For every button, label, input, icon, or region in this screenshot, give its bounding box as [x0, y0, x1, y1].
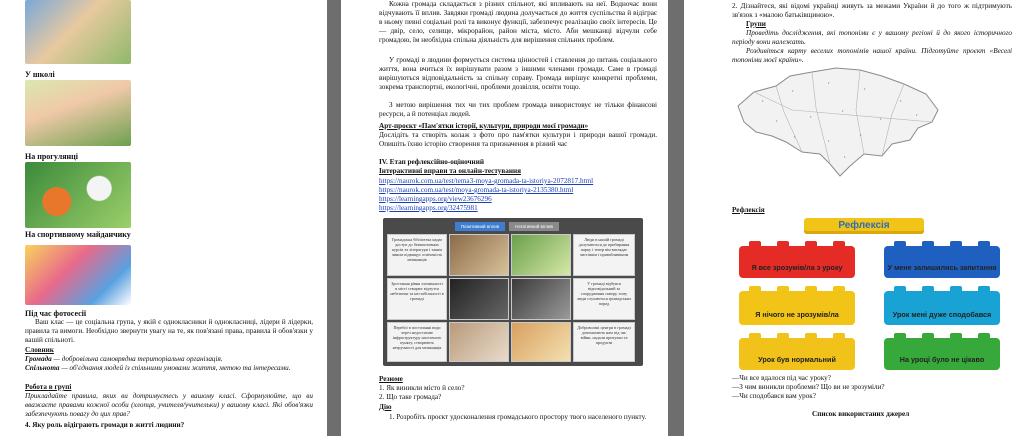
map-task-text: Роздивіться карту веселих топонімів нашої країни. Підготуйте проєкт «Веселі топоніми моєї країни». [732, 47, 1012, 64]
brick-not-interesting [884, 338, 1000, 370]
document-page-1 [0, 0, 327, 436]
question-4: 4. Яку роль відіграють громади в житті людини? [25, 421, 185, 429]
puzzle-image-library [449, 234, 509, 276]
links-list [379, 177, 657, 213]
group-work-heading: Робота в групі [25, 383, 72, 391]
puzzle-image-crime [449, 278, 509, 320]
art-project-text: Дослідіть та створіть колаж з фото про пам'ятки культури і природи вашої громади. Опишіть їхню історію створення та призначення в різний час [379, 131, 657, 148]
svg-text:•: • [792, 88, 794, 93]
puzzle-cell-5: Перебої в постачанні води через недостатню інфраструктуру населеного пункту, створюють незручності для мешканців [387, 322, 447, 362]
tab-negative: Негативний вплив [509, 222, 559, 231]
reflection-question-1: —Чи все вдалося під час уроку? [732, 374, 831, 382]
svg-text:•: • [762, 98, 764, 103]
group-work-text: Прикладайте правила, яких ви дотримуєтесь у вашому класі. Сформулюйте, що ви вважаєте правами кожної особи (хлопця, учителя/учительки) у вашому класі. Які обов'язки забезпечують повагу до цих прав? [25, 392, 313, 418]
term-spilnota: Спільнота [25, 364, 60, 372]
reflection-question-3: —Чи сподобався вам урок? [732, 392, 816, 400]
svg-text:•: • [860, 132, 862, 137]
summary-q1: 1. Як виникли місто й село? [379, 384, 465, 392]
svg-text:•: • [842, 108, 844, 113]
task-2: 2. Дізнайтеся, які відомі українці живуть за межами України й до того ж підтримують зв'язок з «малою батьківщиною». [732, 2, 1012, 19]
photoshoot-photo [25, 245, 131, 305]
svg-text:•: • [810, 114, 812, 119]
ukraine-toponym-map [732, 62, 944, 180]
brick-liked-lesson [884, 291, 1000, 325]
influence-puzzle [383, 218, 643, 366]
definition-hromada [25, 355, 313, 364]
art-project-heading: Арт-проєкт «Пам'ятки історії, культури, природи моєї громади» [379, 122, 589, 130]
class-paragraph: Ваш клас — це соціальна група, у якій є однокласники й однокласниці, лідери й лідерки, правила та вимоги. Необхідно звернути увагу на те, як пов'язані права, правила й обов'язки у вашій спільноті. [25, 318, 313, 344]
svg-text:•: • [828, 80, 830, 85]
caption-school: У школі [25, 70, 55, 79]
brick-understood-nothing-label: Я нічого не зрозумів/ла [755, 310, 839, 319]
brick-lesson-normal-label: Урок був нормальний [758, 355, 836, 364]
reflexia-banner-text: Рефлексія [838, 220, 890, 231]
puzzle-image-water [449, 322, 509, 362]
walk-photo [25, 80, 131, 146]
school-photo [25, 0, 131, 64]
brick-understood-all [739, 246, 855, 278]
definition-spilnota [25, 364, 313, 373]
brick-understood-nothing [739, 291, 855, 325]
document-page-2 [341, 0, 668, 436]
stage-heading: IV. Етап рефлексійно-оціночний [379, 158, 484, 166]
caption-sports: На спортивному майданчику [25, 230, 131, 239]
def-spilnota: — об'єднання людей із спільними умовами життя, метою та інтересами. [59, 364, 291, 372]
test-link-3[interactable]: https://learningapps.org/view23676296 [379, 195, 492, 203]
puzzle-cell-2: Люди в нашій громаді долучаються до прибирання парку і тепер він виглядає чистішим і привабливішим [573, 234, 635, 276]
do-text: 1. Розробіть проєкт удосконалення громадського простору твого населеного пункту. [389, 413, 647, 421]
caption-photoshoot: Під час фотосесії [25, 309, 87, 318]
reflection-question-2: —З чим виникли проблеми? Що ви не зрозуміли? [732, 383, 885, 391]
puzzle-cell-1: Громадська бібліотека надає доступ до безкоштовних курсів та літератури і таким чином підвищує освіченість мешканців [387, 234, 447, 276]
tab-positive: Позитивний вплив [455, 222, 505, 231]
brick-liked-lesson-label: Урок мені дуже сподобався [892, 310, 992, 319]
groups-label: Групи [746, 20, 766, 28]
reflexia-banner [804, 218, 924, 234]
svg-text:•: • [900, 98, 902, 103]
term-hromada: Громада [25, 355, 52, 363]
test-link-1[interactable]: https://naurok.com.ua/test/tema3-moya-gromada-ta-istoriya-2072817.html [379, 177, 594, 185]
summary-heading: Резюме [379, 375, 403, 383]
svg-text:•: • [776, 118, 778, 123]
paragraph-1: Кожна громада складається з різних спільнот, які впливають на неї. Водночас вони відчувають її вплив. Завдяки громаді людина долучається до життя суспільства й відіграє в ньому певні соціальні ролі та виконує функції, забезпечує реалізацію своїх інтересів. Це — двір, село, селище, мікрорайон, район міста, місто. Аби мешканці відчули себе громадою, їм необхідна спільна діяльність для вирішення спільних проблем. [379, 0, 657, 44]
groups-text: Проведіть дослідження, які топоніми є у вашому регіоні й до якого історичного періоду вони належать. [732, 29, 1012, 46]
sports-photo [25, 162, 131, 228]
brick-lesson-normal [739, 338, 855, 370]
svg-text:•: • [794, 134, 796, 139]
def-hromada: — добровільна самоврядна територіальна організація. [51, 355, 223, 363]
paragraph-3: З метою вирішення тих чи тих проблем громада використовує не тільки фінансові ресурси, а й потенціал людей. [379, 101, 657, 118]
puzzle-cell-6: Добровольчі центри в громаді допомагають нам під час війни, надали притулки та продукти [573, 322, 635, 362]
svg-text:•: • [916, 112, 918, 117]
svg-text:•: • [828, 138, 830, 143]
summary-q2: 2. Що таке громада? [379, 393, 442, 401]
puzzle-cell-3: Зростання рівня злочинності в місті створює відчуття небезпеки та нестабільності в громаді [387, 278, 447, 320]
dictionary-heading: Словник [25, 346, 54, 354]
svg-text:•: • [880, 116, 882, 121]
reflexia-label: Рефлексія [732, 206, 765, 214]
puzzle-cell-4: У громаді відбувся відповідальний за спорудження скверу, тому люди слухаються громадських порад [573, 278, 635, 320]
stage-subheading: Інтерактивні вправи та онлайн-тестування [379, 167, 522, 175]
svg-text:•: • [864, 86, 866, 91]
bibliography-heading: Список використаних джерел [812, 410, 910, 418]
test-link-2[interactable]: https://naurok.com.ua/test/moya-gromada-ta-istoriya-2135380.html [379, 186, 574, 194]
brick-not-interesting-label: На уроці було не цікаво [899, 355, 985, 364]
puzzle-image-park [511, 234, 571, 276]
paragraph-2: У громаді в людини формується система цінностей і ставлення до питань соціального життя, вона вчиться їх вирішувати разом з іншими членами громади. Саме в громаді вирішуються відповідальність за спільну справу. Громада вирішує конкретні проблеми, зокрема транспортні, екологічні, проблеми дозвілля, освіти тощо. [379, 56, 657, 91]
document-page-3 [684, 0, 1024, 436]
do-heading: Дію [379, 403, 392, 411]
puzzle-image-volunteers [511, 322, 571, 362]
test-link-4[interactable]: https://learningapps.org/32475981 [379, 204, 478, 212]
caption-walk: На прогулянці [25, 152, 78, 161]
svg-text:•: • [844, 154, 846, 159]
brick-have-questions-label: У мене залишились запитання [887, 263, 997, 272]
puzzle-image-square [511, 278, 571, 320]
brick-understood-all-label: Я все зрозумів/ла з уроку [751, 263, 843, 272]
brick-have-questions [884, 246, 1000, 278]
